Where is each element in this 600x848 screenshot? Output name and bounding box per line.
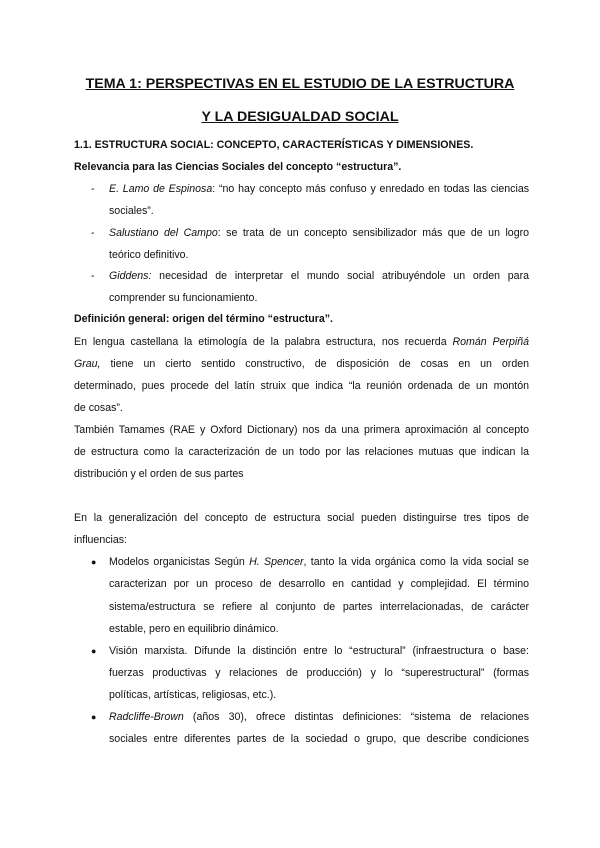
paragraph-text: , tanto la vida orgánica como la vida social se xyxy=(303,556,529,568)
document-title-line-2: Y LA DESIGUALDAD SOCIAL xyxy=(201,109,399,125)
list-dash: - xyxy=(91,227,95,239)
paragraph-text: tiene un cierto sentido constructivo, de disposición de cosas en un orden xyxy=(100,358,529,370)
bullet-marker: ● xyxy=(91,712,97,722)
paragraph-line: En la generalización del concepto de estructura social pueden distinguirse tres tipos de xyxy=(74,512,529,524)
author-name: Radcliffe-Brown xyxy=(109,711,184,723)
paragraph-line: caracterizan por un proceso de desarrollo en cantidad y complejidad. El término xyxy=(109,578,529,590)
list-item-text: : se trata de un concepto sensibilizador más que de un logro xyxy=(217,227,530,239)
paragraph-line: determinado, pues procede del latín struix que indica “la reunión ordenada de un montón xyxy=(74,380,529,392)
list-item-salustiano xyxy=(109,227,529,240)
paragraph-line: de estructura como la caracterización de un todo por las relaciones mutuas que indican la xyxy=(74,446,529,458)
section-heading: 1.1. ESTRUCTURA SOCIAL: CONCEPTO, CARACTERÍSTICAS Y DIMENSIONES. xyxy=(74,139,474,151)
paragraph-line: sistema/estructura se refiere al conjunto de partes interrelacionadas, de carácter xyxy=(109,601,529,613)
author-name: Grau, xyxy=(74,358,101,370)
list-item-continuation: comprender su funcionamiento. xyxy=(109,292,258,304)
bullet-item-marxista: Visión marxista. Difunde la distinción entre lo “estructural” (infraestructura o base: xyxy=(109,645,529,657)
author-name: Salustiano del Campo xyxy=(109,227,218,239)
list-dash: - xyxy=(91,183,95,195)
list-item-text: : “no hay concepto más confuso y enredado en todas las ciencias xyxy=(212,183,530,195)
definicion-heading: Definición general: origen del término “estructura”. xyxy=(74,313,334,325)
author-name: Román Perpiñá xyxy=(452,336,530,348)
document-title-line-1: TEMA 1: PERSPECTIVAS EN EL ESTUDIO DE LA ESTRUCTURA xyxy=(85,76,515,92)
bullet-marker: ● xyxy=(91,557,97,567)
paragraph-text: Modelos organicistas Según xyxy=(109,556,250,568)
list-item-continuation: sociales”. xyxy=(109,205,154,217)
paragraph-text: En lengua castellana la etimología de la palabra estructura, nos recuerda xyxy=(74,336,453,348)
author-name: Giddens: xyxy=(109,270,152,282)
paragraph-line: estable, pero en equilibrio dinámico. xyxy=(109,623,279,635)
list-item-text: necesidad de interpretar el mundo social atribuyéndole un orden para xyxy=(151,270,529,282)
list-dash: - xyxy=(91,270,95,282)
list-item-lamo xyxy=(109,183,529,196)
paragraph-line xyxy=(74,336,529,349)
relevancia-heading: Relevancia para las Ciencias Sociales del concepto “estructura”. xyxy=(74,161,402,173)
paragraph-line: También Tamames (RAE y Oxford Dictionary) nos da una primera aproximación al concepto xyxy=(74,424,529,436)
paragraph-line: sociales entre diferentes partes de la sociedad o grupo, que describe condiciones xyxy=(109,733,529,745)
list-item-giddens xyxy=(109,270,529,283)
paragraph-line: de cosas”. xyxy=(74,402,123,414)
list-item-continuation: teórico definitivo. xyxy=(109,249,189,261)
paragraph-text: (años 30), ofrece distintas definiciones: “sistema de relaciones xyxy=(183,711,529,723)
author-name: H. Spencer xyxy=(249,556,304,568)
paragraph-line: políticas, artísticas, religiosas, etc.). xyxy=(109,689,277,701)
author-name: E. Lamo de Espinosa xyxy=(109,183,213,195)
paragraph-line xyxy=(74,358,529,371)
bullet-item-organicistas xyxy=(109,556,529,569)
bullet-marker: ● xyxy=(91,646,97,656)
paragraph-line: distribución y el orden de sus partes xyxy=(74,468,244,480)
paragraph-line: fuerzas productivas y relaciones de producción) y lo “superestructural” (formas xyxy=(109,667,529,679)
bullet-item-radcliffe xyxy=(109,711,529,724)
paragraph-line: influencias: xyxy=(74,534,127,546)
